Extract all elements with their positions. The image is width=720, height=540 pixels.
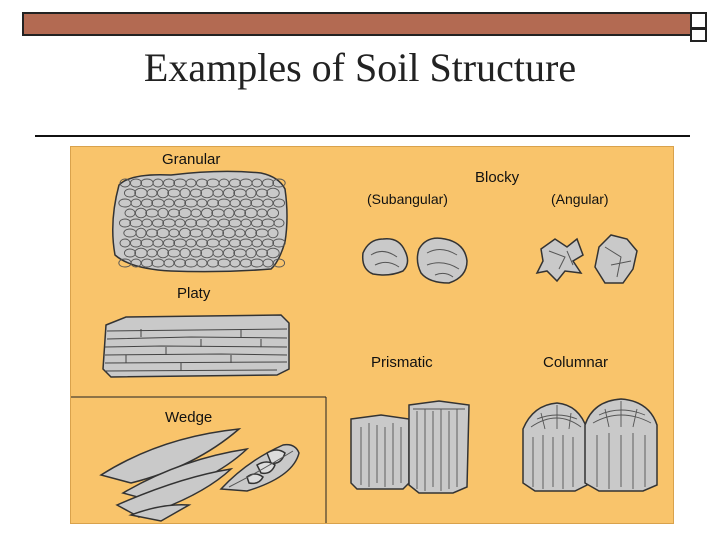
label-platy: Platy <box>177 285 211 302</box>
label-blocky: Blocky <box>475 169 520 186</box>
corner-box <box>690 12 707 29</box>
platy-aggregate <box>103 315 289 377</box>
label-prismatic: Prismatic <box>371 354 433 371</box>
label-angular: (Angular) <box>551 191 609 207</box>
subangular-blocky-aggregates <box>363 238 467 283</box>
label-wedge: Wedge <box>165 409 213 426</box>
header-bar <box>22 12 692 36</box>
prismatic-aggregates <box>351 401 469 493</box>
corner-box <box>690 28 707 42</box>
angular-blocky-aggregates <box>537 235 637 283</box>
header-bar-line <box>22 34 688 36</box>
wedge-aggregates <box>101 429 299 521</box>
label-granular: Granular <box>162 151 221 168</box>
label-columnar: Columnar <box>543 354 609 371</box>
columnar-aggregates <box>523 399 657 491</box>
soil-structure-diagram <box>70 146 674 524</box>
title-divider <box>35 135 690 137</box>
label-subangular: (Subangular) <box>367 191 448 207</box>
granular-aggregate <box>113 171 287 271</box>
slide-title: Examples of Soil Structure <box>143 45 577 90</box>
